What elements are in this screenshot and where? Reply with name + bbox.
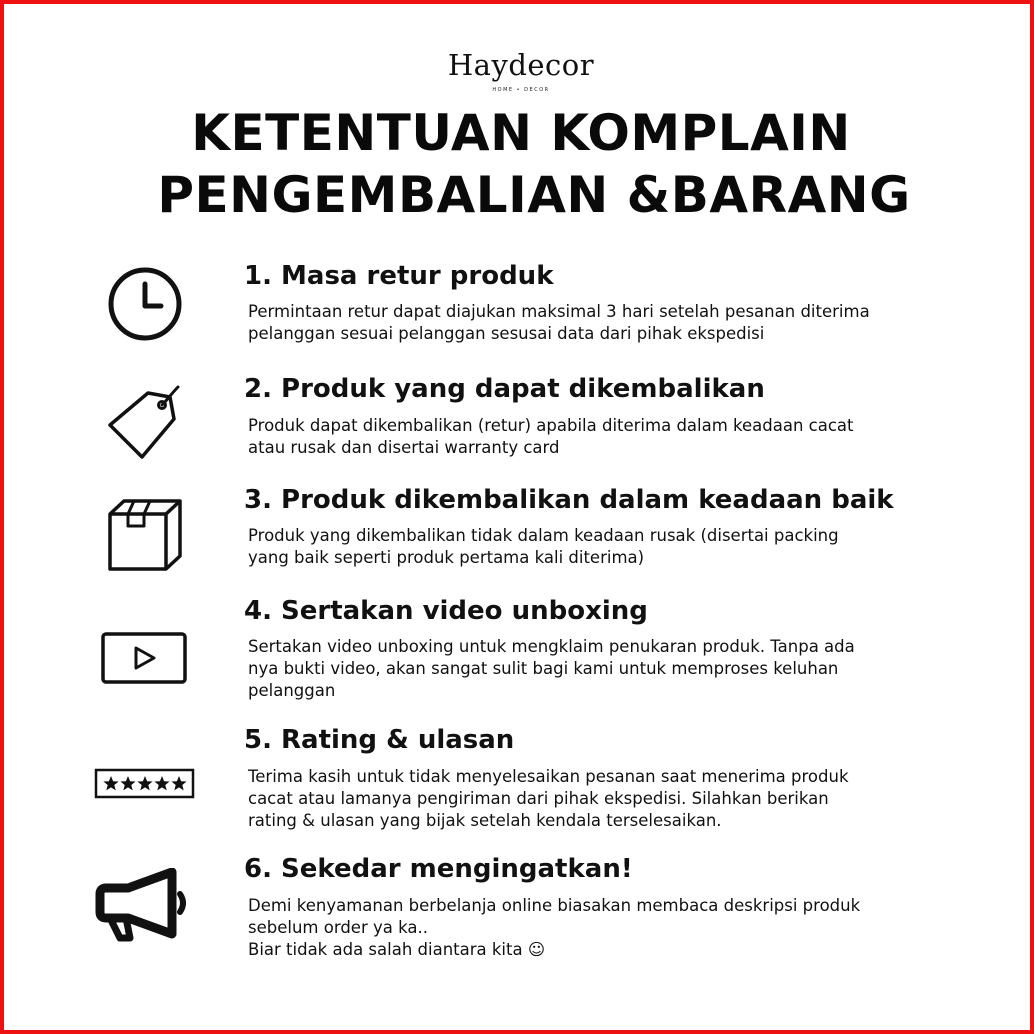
rule-line: Terima kasih untuk tidak menyelesaikan pesanan saat menerima produk	[248, 767, 849, 786]
rule-line: Demi kenyamanan berbelanja online biasakan membaca deskripsi produk	[248, 896, 861, 915]
rule-line: Produk yang dikembalikan tidak dalam keadaan rusak (disertai packing	[248, 526, 839, 545]
rule-line: pelanggan sesuai pelanggan sesusai data dari pihak ekspedisi	[248, 324, 765, 343]
rule-line: Permintaan retur dapat diajukan maksimal 3 hari setelah pesanan diterima	[248, 302, 870, 321]
rule-heading: 3. Produk dikembalikan dalam keadaan baik	[244, 485, 894, 515]
five-star-rating-icon	[94, 768, 196, 800]
rule-heading: 6. Sekedar mengingatkan!	[244, 854, 633, 884]
rule-heading: 1. Masa retur produk	[244, 261, 554, 291]
rule-line: nya bukti video, akan sangat sulit bagi kami untuk memproses keluhan	[248, 659, 839, 678]
rule-line: cacat atau lamanya pengiriman dari pihak ekspedisi. Silahkan berikan	[248, 789, 829, 808]
rule-line: rating & ulasan yang bijak setelah kendala terselesaikan.	[248, 811, 722, 830]
clock-icon	[107, 266, 183, 342]
rule-line: pelanggan	[248, 681, 336, 700]
page-title	[4, 102, 1034, 226]
rule-line: Sertakan video unboxing untuk mengklaim penukaran produk. Tanpa ada	[248, 637, 855, 656]
title-line-1: KETENTUAN KOMPLAIN	[191, 104, 851, 162]
price-tag-icon	[104, 379, 188, 463]
rule-line: Produk dapat dikembalikan (retur) apabila diterima dalam keadaan cacat	[248, 416, 854, 435]
box-icon	[106, 498, 184, 572]
rule-heading: 2. Produk yang dapat dikembalikan	[244, 374, 765, 404]
rule-description	[248, 415, 968, 459]
rule-description	[248, 895, 968, 961]
rule-description	[248, 636, 968, 702]
rule-heading: 4. Sertakan video unboxing	[244, 596, 648, 626]
video-play-icon	[101, 632, 189, 686]
rule-line: atau rusak dan disertai warranty card	[248, 438, 560, 457]
rule-line: sebelum order ya ka..	[248, 918, 428, 937]
rule-line: Biar tidak ada salah diantara kita ☺	[248, 940, 546, 959]
rule-heading: 5. Rating & ulasan	[244, 725, 515, 755]
brand-tagline: HOME • DECOR	[492, 87, 550, 93]
brand-logo	[4, 48, 1034, 93]
rule-description	[248, 525, 968, 569]
rule-description	[248, 766, 968, 832]
brand-name: Haydecor	[447, 48, 595, 82]
rule-description	[248, 301, 968, 345]
rule-line: yang baik seperti produk pertama kali diterima)	[248, 548, 645, 567]
megaphone-icon	[94, 868, 198, 944]
title-line-2: PENGEMBALIAN &BARANG	[157, 166, 911, 224]
